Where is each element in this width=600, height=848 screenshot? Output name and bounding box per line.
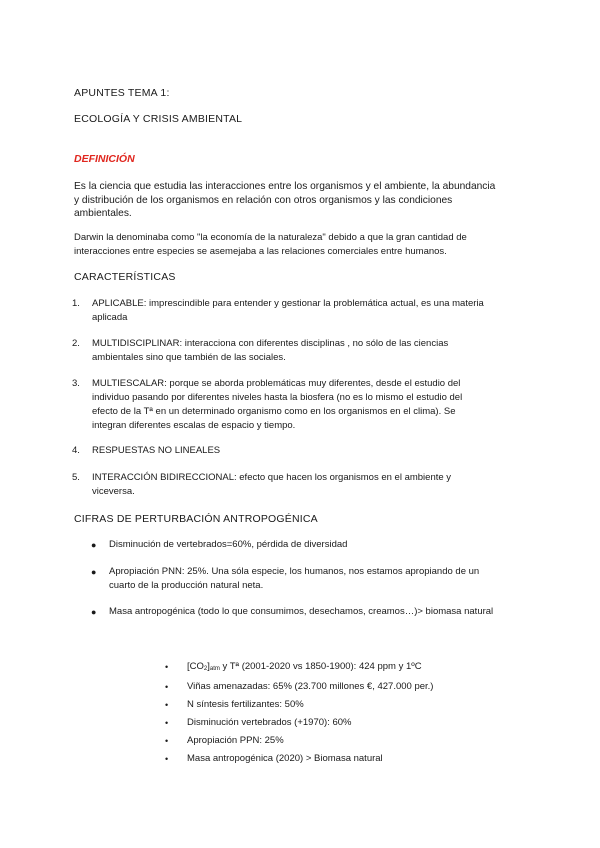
list-item [72, 471, 512, 499]
summary-item-text: N síntesis fertilizantes: 50% [187, 699, 304, 710]
co2-subscript: 2 [203, 666, 208, 672]
summary-item-text: Viñas amenazadas: 65% (23.700 millones €, 427.000 per.) [187, 681, 434, 692]
list-item-text: MULTIESCALAR: porque se aborda problemáticas muy diferentes, desde el estudio del [92, 378, 461, 389]
atm-subscript: atm [209, 666, 220, 672]
doc-title-line1: APUNTES TEMA 1: [74, 87, 170, 99]
list-item-text: ambientales sino que también de las sociales. [92, 352, 286, 363]
summary-item-text: Apropiación PPN: 25% [187, 735, 284, 746]
bullet-icon: ● [91, 607, 97, 617]
caracteristicas-heading: CARACTERÍSTICAS [74, 271, 176, 283]
bullet-icon: • [165, 682, 169, 692]
list-number: 3. [72, 378, 80, 389]
bullet-icon: • [165, 718, 169, 728]
list-item-text: integran diferentes escalas de espacio y tiempo. [92, 420, 296, 431]
list-item [91, 565, 529, 593]
darwin-line: Darwin la denominaba como "la economía de la naturaleza" debido a que la gran cantidad de [74, 232, 467, 243]
darwin-paragraph [74, 231, 544, 259]
list-item-text: APLICABLE: imprescindible para entender y gestionar la problemática actual, es una materia [92, 298, 484, 309]
list-item-text: individuo pasando por diferentes niveles hasta la biosfera (no es lo mismo el estudio del [92, 392, 463, 403]
list-item [72, 297, 512, 325]
bullet-icon: • [165, 700, 169, 710]
bullet-icon: ● [91, 567, 97, 577]
summary-item [165, 750, 547, 768]
list-number: 2. [72, 338, 80, 349]
co2-text [187, 661, 422, 672]
list-number: 4. [72, 445, 80, 456]
bullet-icon: • [165, 736, 169, 746]
cifras-heading: CIFRAS DE PERTURBACIÓN ANTROPOGÉNICA [74, 513, 318, 525]
list-item [91, 538, 529, 552]
list-number: 5. [72, 472, 80, 483]
list-item [91, 605, 529, 619]
list-item-text: aplicada [92, 312, 128, 323]
summary-item-text: Disminución vertebrados (+1970): 60% [187, 717, 352, 728]
co2-prefix: [CO [187, 661, 204, 672]
summary-item [165, 714, 547, 732]
list-item-text: efecto de la Tª en un determinado organismo como en los organismos en el clima). Se [92, 406, 456, 417]
list-item [72, 337, 512, 365]
summary-item-text: Masa antropogénica (2020) > Biomasa natural [187, 753, 383, 764]
list-item-text: cuarto de la producción natural neta. [109, 580, 264, 591]
summary-item [165, 696, 547, 714]
co2-bracket: ] [207, 661, 210, 672]
definicion-line: y distribución de los organismos en relación con otros organismos y las condiciones [74, 194, 453, 206]
summary-list [165, 658, 547, 768]
summary-item [165, 732, 547, 750]
definicion-heading: DEFINICIÓN [74, 153, 135, 165]
list-item-text: INTERACCIÓN BIDIRECCIONAL: efecto que hacen los organismos en el ambiente y [92, 472, 452, 483]
bullet-icon: • [165, 662, 169, 672]
doc-title-line2: ECOLOGÍA Y CRISIS AMBIENTAL [74, 113, 243, 125]
list-item-text: MULTIDISCIPLINAR: interacciona con diferentes disciplinas , no sólo de las ciencias [92, 338, 449, 349]
list-item-text: Apropiación PNN: 25%. Una sóla especie, los humanos, nos estamos apropiando de un [109, 566, 480, 577]
list-item [72, 377, 512, 433]
list-item-text: Disminución de vertebrados=60%, pérdida de diversidad [109, 539, 348, 550]
bullet-icon: ● [91, 540, 97, 550]
definicion-line: ambientales. [74, 208, 132, 219]
definicion-text [74, 180, 544, 221]
co2-suffix: y Tª (2001-2020 vs 1850-1900): 424 ppm y 1ºC [219, 661, 422, 672]
darwin-line: interacciones entre especies se asemejaba a las relaciones comerciales entre humanos. [74, 246, 447, 257]
definicion-line: Es la ciencia que estudia las interacciones entre los organismos y el ambiente, la abundancia [74, 181, 496, 192]
bullet-icon: • [165, 754, 169, 764]
list-item-text: viceversa. [92, 486, 135, 497]
list-number: 1. [72, 298, 80, 309]
summary-item [165, 678, 547, 696]
summary-item [165, 658, 547, 678]
list-item [72, 444, 512, 458]
list-item-text: RESPUESTAS NO LINEALES [92, 445, 221, 456]
list-item-text: Masa antropogénica (todo lo que consumimos, desechamos, creamos…)> biomasa natural [109, 606, 494, 617]
